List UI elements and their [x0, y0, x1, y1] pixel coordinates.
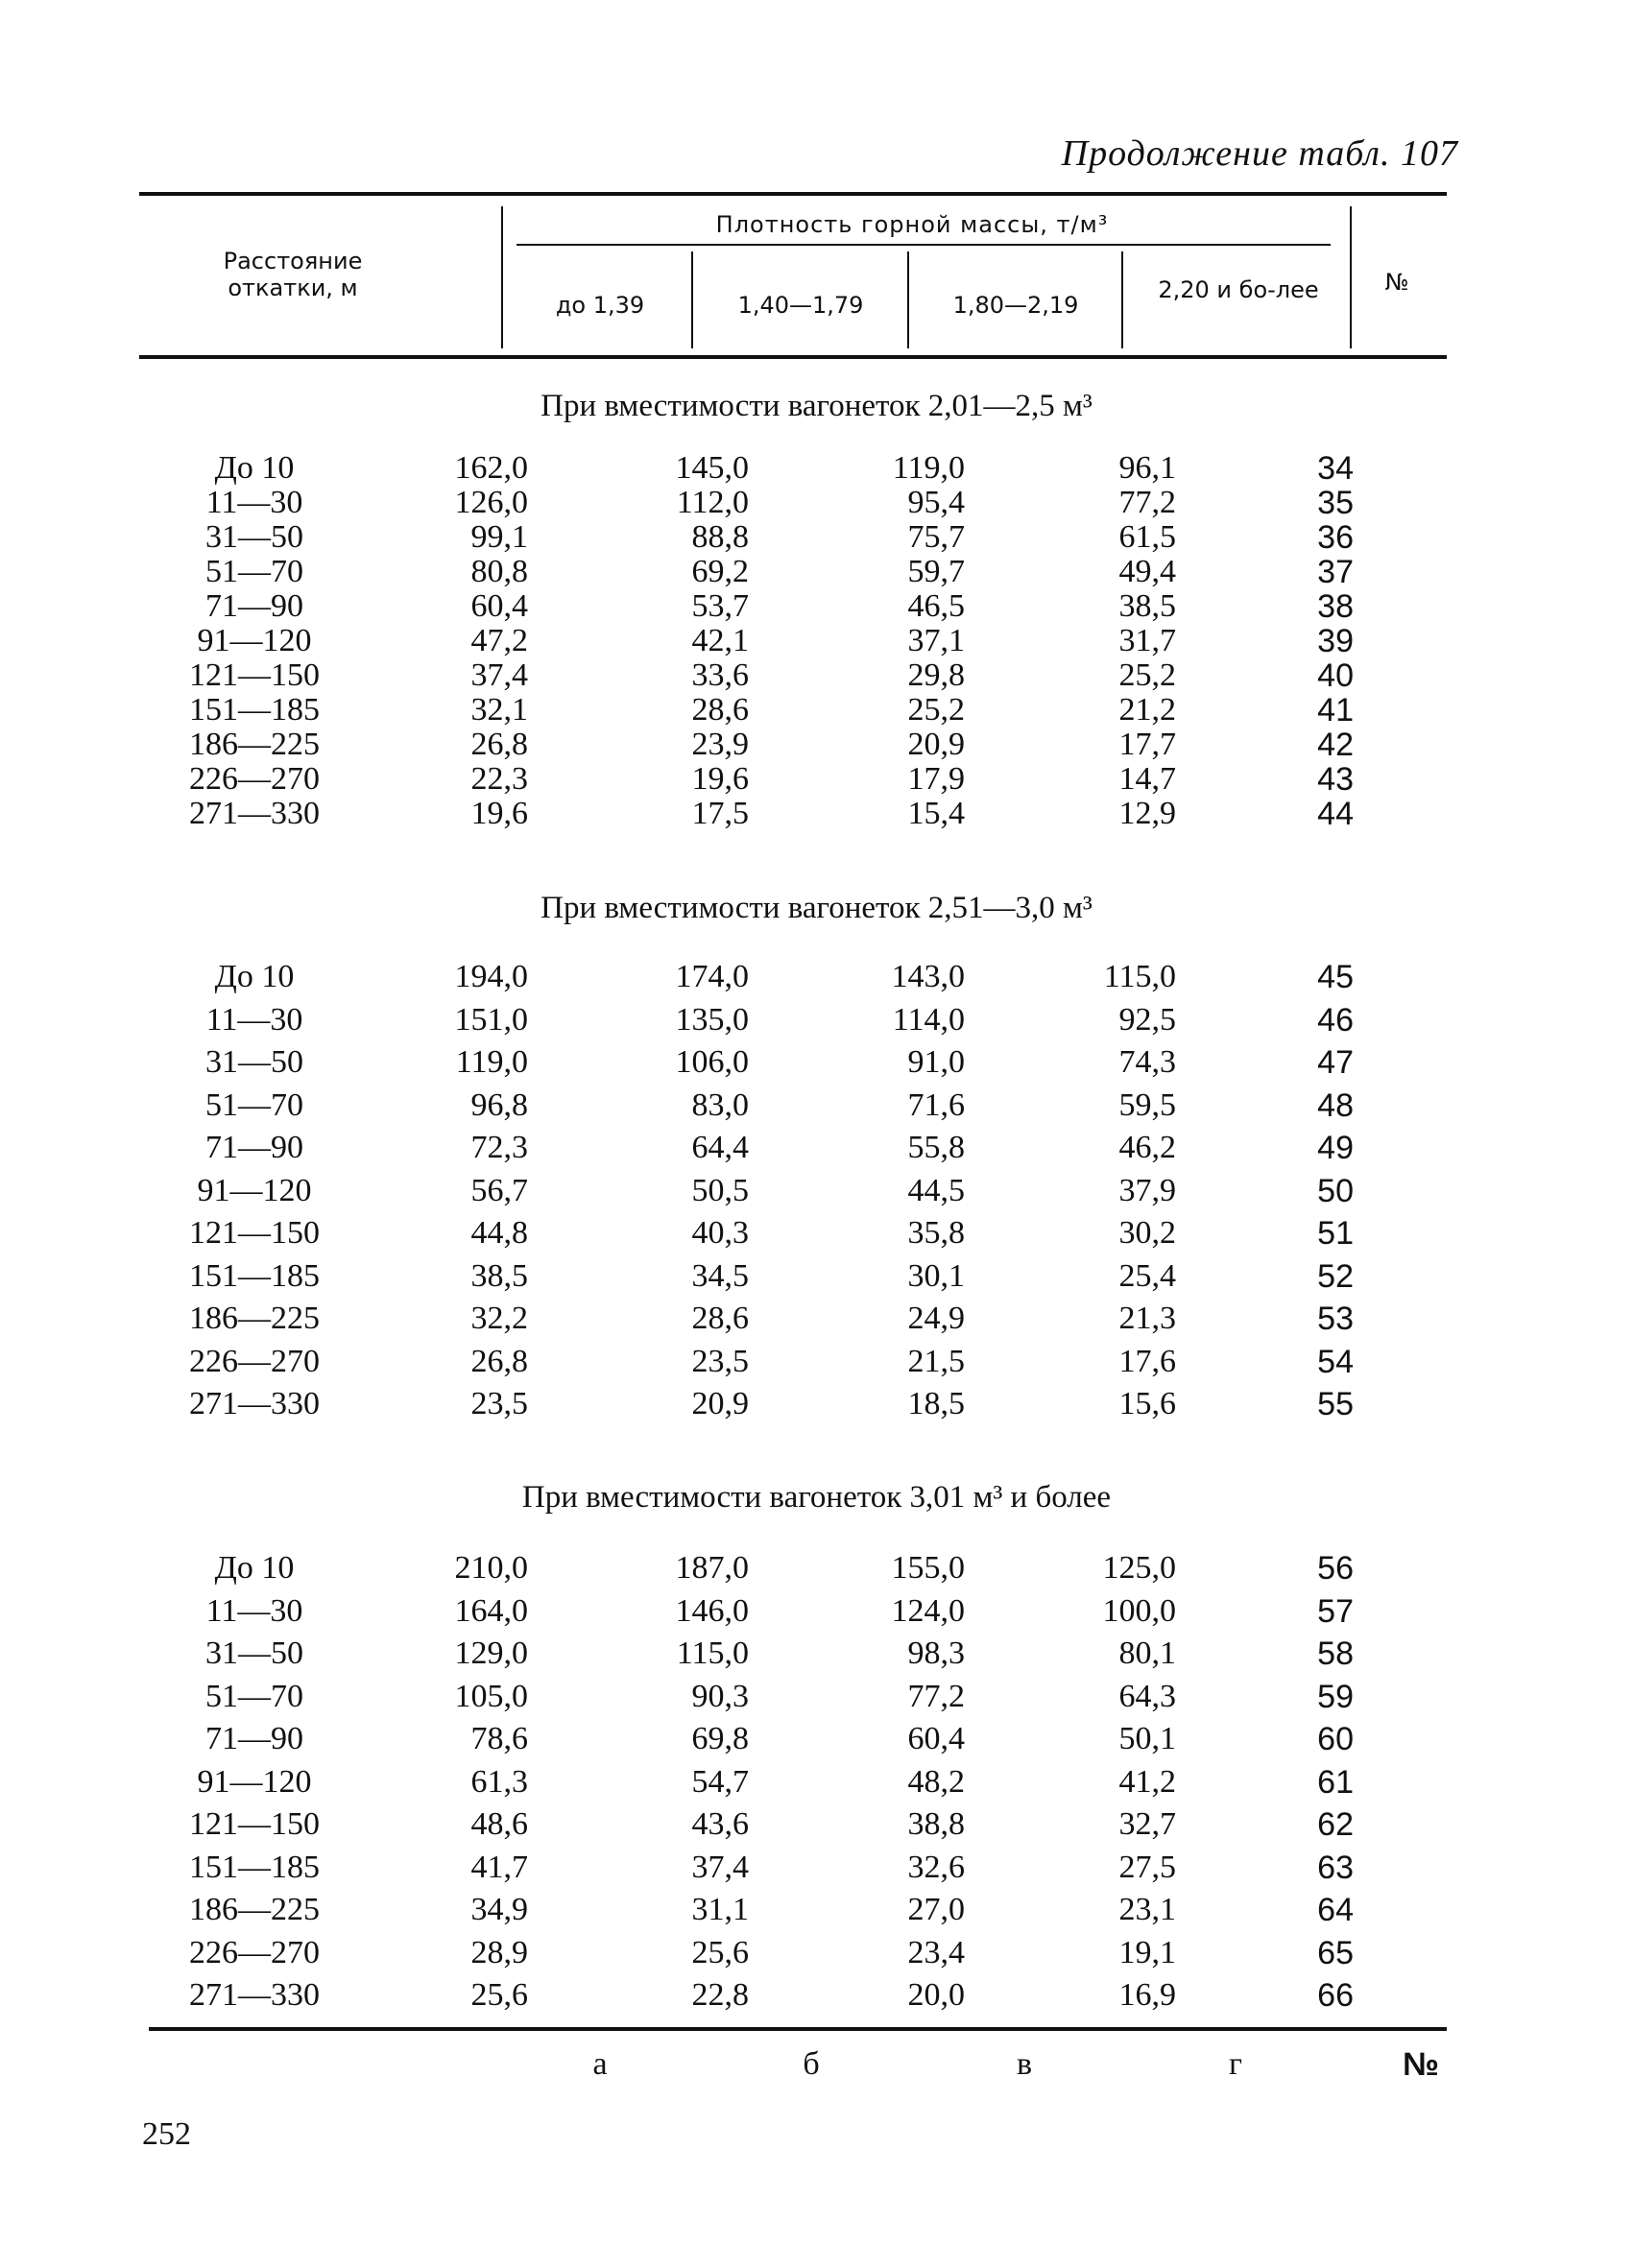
distance-cell: 91—120 — [197, 623, 312, 658]
value-cell-b: 69,8 — [691, 1721, 749, 1756]
row-number-cell: 43 — [1317, 761, 1354, 798]
table-row — [144, 1298, 1354, 1341]
value-cell-d: 21,3 — [1118, 1301, 1176, 1336]
value-cell-a: 28,9 — [470, 1934, 528, 1970]
value-cell-a: 47,2 — [470, 623, 528, 658]
value-cell-b: 23,5 — [691, 1343, 749, 1379]
distance-cell: 271—330 — [189, 1977, 320, 2013]
value-cell-c: 20,0 — [907, 1977, 965, 2013]
table-row — [144, 555, 1354, 589]
distance-cell: 51—70 — [205, 554, 303, 589]
row-number-cell: 45 — [1317, 959, 1354, 995]
row-number-cell: 54 — [1317, 1343, 1354, 1380]
row-number-cell: 42 — [1317, 727, 1354, 763]
value-cell-d: 64,3 — [1118, 1678, 1176, 1714]
value-cell-c: 15,4 — [907, 796, 965, 831]
value-cell-d: 59,5 — [1118, 1086, 1176, 1123]
table-row — [144, 1590, 1354, 1634]
distance-cell: 71—90 — [205, 1130, 303, 1165]
distance-cell: 31—50 — [205, 519, 303, 555]
value-cell-d: 12,9 — [1118, 796, 1176, 831]
table-row — [144, 1085, 1354, 1128]
distance-cell: 271—330 — [189, 1386, 320, 1421]
value-cell-b: 53,7 — [691, 588, 749, 624]
value-cell-d: 38,5 — [1118, 588, 1176, 624]
section-title: При вместимости вагонеток 3,01 м³ и более — [521, 1480, 1112, 1515]
value-cell-c: 30,1 — [907, 1257, 965, 1294]
value-cell-c: 71,6 — [907, 1086, 965, 1123]
table-row — [144, 624, 1354, 658]
distance-cell: 11—30 — [205, 1001, 303, 1038]
table-row — [144, 1932, 1354, 1975]
distance-cell: 226—270 — [189, 761, 320, 797]
value-cell-b: 90,3 — [691, 1678, 749, 1714]
value-cell-c: 46,5 — [907, 588, 965, 624]
footer-label: г — [1229, 2046, 1242, 2082]
value-cell-a: 22,3 — [470, 761, 528, 797]
value-cell-c: 95,4 — [907, 485, 965, 520]
value-cell-b: 20,9 — [691, 1386, 749, 1421]
value-cell-a: 78,6 — [470, 1721, 528, 1756]
row-number-cell: 61 — [1317, 1763, 1354, 1801]
value-cell-d: 17,7 — [1118, 727, 1176, 762]
value-cell-c: 37,1 — [907, 623, 965, 658]
row-number-cell: 38 — [1317, 588, 1354, 625]
value-cell-a: 37,4 — [470, 657, 528, 693]
distance-cell: 51—70 — [205, 1678, 303, 1714]
distance-cell: 31—50 — [205, 1635, 303, 1671]
distance-cell: 31—50 — [205, 1044, 303, 1080]
value-cell-d: 27,5 — [1118, 1849, 1176, 1885]
value-cell-a: 34,9 — [470, 1892, 528, 1927]
table-row — [144, 658, 1354, 693]
value-cell-b: 34,5 — [691, 1257, 749, 1294]
data-table-section-3 — [144, 1547, 1354, 2017]
table-row — [144, 1212, 1354, 1255]
section-title: При вместимости вагонеток 2,51—3,0 м³ — [540, 891, 1093, 925]
value-cell-d: 92,5 — [1118, 1001, 1176, 1038]
distance-cell: 121—150 — [189, 1806, 320, 1842]
table-row — [144, 1341, 1354, 1384]
header-separator — [1121, 251, 1123, 348]
distance-cell: 186—225 — [189, 1301, 320, 1336]
value-cell-a: 23,5 — [470, 1386, 528, 1421]
header-top-rule — [139, 192, 1447, 196]
value-cell-d: 21,2 — [1118, 692, 1176, 728]
value-cell-c: 20,9 — [907, 727, 965, 762]
value-cell-b: 28,6 — [691, 692, 749, 728]
value-cell-d: 23,1 — [1118, 1892, 1176, 1927]
value-cell-b: 37,4 — [691, 1849, 749, 1885]
value-cell-b: 43,6 — [691, 1806, 749, 1842]
row-number-cell: 57 — [1317, 1592, 1354, 1630]
value-cell-c: 75,7 — [907, 519, 965, 555]
distance-cell: До 10 — [214, 959, 295, 994]
value-cell-c: 17,9 — [907, 761, 965, 797]
value-cell-a: 194,0 — [454, 959, 528, 994]
density-header: Плотность горной массы, т/м³ — [715, 211, 1109, 238]
value-cell-c: 48,2 — [907, 1763, 965, 1800]
distance-cell: 151—185 — [189, 692, 320, 728]
row-number-cell: 37 — [1317, 554, 1354, 590]
value-cell-c: 27,0 — [907, 1892, 965, 1927]
table-row — [144, 1383, 1354, 1426]
value-cell-a: 38,5 — [470, 1257, 528, 1294]
value-cell-d: 31,7 — [1118, 623, 1176, 658]
row-number-cell: 36 — [1317, 519, 1354, 556]
value-cell-d: 49,4 — [1118, 554, 1176, 589]
row-number-cell: 40 — [1317, 657, 1354, 694]
value-cell-a: 151,0 — [454, 1001, 528, 1038]
table-row — [144, 1633, 1354, 1676]
row-number-cell: 46 — [1317, 1001, 1354, 1039]
density-column-header: 1,80—2,19 — [952, 292, 1079, 319]
value-cell-a: 80,8 — [470, 554, 528, 589]
density-underline — [516, 244, 1331, 246]
table-row — [144, 1547, 1354, 1590]
value-cell-d: 96,1 — [1118, 450, 1176, 486]
density-column-header: 2,20 и бо-лее — [1158, 276, 1319, 303]
footer-label: а — [592, 2046, 608, 2082]
row-number-cell: 34 — [1317, 450, 1354, 487]
table-row — [144, 693, 1354, 728]
value-cell-b: 23,9 — [691, 727, 749, 762]
row-number-cell: 53 — [1317, 1301, 1354, 1337]
distance-cell: 151—185 — [189, 1257, 320, 1294]
distance-header: Расстояние откатки, м — [223, 248, 363, 301]
value-cell-b: 174,0 — [675, 959, 749, 994]
table-row — [144, 762, 1354, 797]
header-separator — [907, 251, 909, 348]
distance-cell: 11—30 — [205, 485, 303, 520]
value-cell-a: 26,8 — [470, 727, 528, 762]
value-cell-c: 114,0 — [892, 1001, 965, 1038]
header-separator — [691, 251, 693, 348]
value-cell-c: 59,7 — [907, 554, 965, 589]
value-cell-b: 83,0 — [691, 1086, 749, 1123]
value-cell-a: 60,4 — [470, 588, 528, 624]
value-cell-d: 77,2 — [1118, 485, 1176, 520]
row-number-cell: 66 — [1317, 1977, 1354, 2014]
table-row — [144, 956, 1354, 999]
row-number-cell: 50 — [1317, 1172, 1354, 1209]
table-row — [144, 1718, 1354, 1761]
table-row — [144, 451, 1354, 486]
table-row — [144, 999, 1354, 1042]
table-row — [144, 1255, 1354, 1299]
section-title: При вместимости вагонеток 2,01—2,5 м³ — [540, 389, 1093, 423]
value-cell-a: 96,8 — [470, 1086, 528, 1123]
value-cell-b: 22,8 — [691, 1977, 749, 2013]
value-cell-a: 56,7 — [470, 1172, 528, 1208]
value-cell-c: 21,5 — [907, 1343, 965, 1379]
value-cell-d: 14,7 — [1118, 761, 1176, 797]
table-row — [144, 797, 1354, 831]
value-cell-d: 30,2 — [1118, 1215, 1176, 1251]
row-number-cell: 65 — [1317, 1934, 1354, 1971]
density-column-header: до 1,39 — [555, 292, 645, 319]
table-row — [144, 728, 1354, 762]
value-cell-c: 55,8 — [907, 1130, 965, 1165]
value-cell-d: 32,7 — [1118, 1806, 1176, 1842]
value-cell-c: 155,0 — [891, 1550, 965, 1586]
row-number-cell: 48 — [1317, 1086, 1354, 1124]
distance-cell: 11—30 — [205, 1592, 303, 1629]
distance-cell: 186—225 — [189, 727, 320, 762]
distance-cell: 186—225 — [189, 1892, 320, 1927]
value-cell-a: 119,0 — [455, 1044, 528, 1080]
value-cell-a: 61,3 — [470, 1763, 528, 1800]
table-row — [144, 1847, 1354, 1890]
table-row — [144, 1761, 1354, 1804]
value-cell-a: 44,8 — [470, 1215, 528, 1251]
row-number-cell: 60 — [1317, 1721, 1354, 1757]
value-cell-d: 61,5 — [1118, 519, 1176, 555]
value-cell-d: 41,2 — [1118, 1763, 1176, 1800]
value-cell-b: 64,4 — [691, 1130, 749, 1165]
value-cell-b: 28,6 — [691, 1301, 749, 1336]
row-number-cell: 51 — [1317, 1215, 1354, 1252]
distance-cell: 121—150 — [189, 1215, 320, 1251]
value-cell-a: 126,0 — [454, 485, 528, 520]
value-cell-d: 50,1 — [1118, 1721, 1176, 1756]
table-row — [144, 1041, 1354, 1085]
value-cell-d: 15,6 — [1118, 1386, 1176, 1421]
table-caption: Продолжение табл. 107 — [1061, 133, 1458, 174]
value-cell-c: 91,0 — [907, 1044, 965, 1080]
value-cell-a: 25,6 — [470, 1977, 528, 2013]
density-column-header: 1,40—1,79 — [737, 292, 864, 319]
table-row — [144, 486, 1354, 520]
distance-cell: 226—270 — [189, 1343, 320, 1379]
value-cell-d: 80,1 — [1118, 1635, 1176, 1671]
row-number-cell: 62 — [1317, 1806, 1354, 1843]
value-cell-c: 23,4 — [907, 1934, 965, 1970]
value-cell-d: 37,9 — [1118, 1172, 1176, 1208]
value-cell-c: 18,5 — [907, 1386, 965, 1421]
value-cell-b: 69,2 — [691, 554, 749, 589]
value-cell-a: 32,2 — [470, 1301, 528, 1336]
page-number: 252 — [142, 2116, 191, 2152]
table-row — [144, 1127, 1354, 1170]
table-row — [144, 1889, 1354, 1932]
footer-label: в — [1016, 2046, 1033, 2082]
value-cell-d: 25,2 — [1118, 657, 1176, 693]
value-cell-d: 17,6 — [1118, 1343, 1176, 1379]
distance-cell: 226—270 — [189, 1934, 320, 1970]
table-row — [144, 520, 1354, 555]
table-bottom-rule — [149, 2027, 1447, 2031]
value-cell-d: 74,3 — [1118, 1044, 1176, 1080]
row-number-cell: 47 — [1317, 1044, 1354, 1081]
value-cell-c: 24,9 — [907, 1301, 965, 1336]
value-cell-c: 143,0 — [891, 959, 965, 994]
distance-cell: 91—120 — [197, 1172, 312, 1208]
value-cell-b: 50,5 — [691, 1172, 749, 1208]
value-cell-d: 125,0 — [1102, 1550, 1176, 1586]
row-number-cell: 39 — [1317, 623, 1354, 659]
value-cell-a: 48,6 — [470, 1806, 528, 1842]
value-cell-b: 145,0 — [675, 450, 749, 486]
row-number-cell: 63 — [1317, 1849, 1354, 1886]
table-row — [144, 1170, 1354, 1213]
value-cell-a: 72,3 — [470, 1130, 528, 1165]
row-number-cell: 64 — [1317, 1892, 1354, 1928]
row-number-cell: 52 — [1317, 1257, 1354, 1295]
value-cell-b: 40,3 — [691, 1215, 749, 1251]
value-cell-b: 17,5 — [691, 796, 749, 831]
distance-cell: 271—330 — [189, 796, 320, 831]
distance-cell: До 10 — [214, 450, 295, 486]
value-cell-a: 32,1 — [470, 692, 528, 728]
row-number-cell: 59 — [1317, 1678, 1354, 1715]
value-cell-b: 88,8 — [691, 519, 749, 555]
value-cell-b: 31,1 — [691, 1892, 749, 1927]
table-row — [144, 1676, 1354, 1719]
value-cell-b: 187,0 — [675, 1550, 749, 1586]
value-cell-c: 77,2 — [907, 1678, 965, 1714]
value-cell-c: 124,0 — [891, 1592, 965, 1629]
distance-cell: До 10 — [214, 1550, 295, 1586]
value-cell-b: 33,6 — [691, 657, 749, 693]
value-cell-c: 35,8 — [907, 1215, 965, 1251]
value-cell-a: 105,0 — [454, 1678, 528, 1714]
value-cell-c: 44,5 — [907, 1172, 965, 1208]
value-cell-b: 135,0 — [675, 1001, 749, 1038]
value-cell-d: 19,1 — [1118, 1934, 1176, 1970]
distance-cell: 71—90 — [205, 588, 303, 624]
value-cell-b: 19,6 — [691, 761, 749, 797]
row-number-cell: 58 — [1317, 1635, 1354, 1672]
row-number-cell: 49 — [1317, 1130, 1354, 1166]
value-cell-a: 99,1 — [470, 519, 528, 555]
value-cell-a: 129,0 — [454, 1635, 528, 1671]
value-cell-d: 25,4 — [1118, 1257, 1176, 1294]
number-header: № — [1384, 269, 1409, 296]
value-cell-d: 115,0 — [1103, 959, 1176, 994]
value-cell-c: 29,8 — [907, 657, 965, 693]
value-cell-c: 32,6 — [907, 1849, 965, 1885]
value-cell-b: 25,6 — [691, 1934, 749, 1970]
value-cell-a: 210,0 — [454, 1550, 528, 1586]
value-cell-c: 98,3 — [907, 1635, 965, 1671]
value-cell-a: 26,8 — [470, 1343, 528, 1379]
value-cell-d: 16,9 — [1118, 1977, 1176, 2013]
value-cell-c: 119,0 — [892, 450, 965, 486]
table-row — [144, 1974, 1354, 2017]
header-bottom-rule — [139, 355, 1447, 359]
footer-label: № — [1403, 2046, 1439, 2083]
value-cell-b: 106,0 — [675, 1044, 749, 1080]
header-separator — [1350, 206, 1352, 348]
data-table-section-2 — [144, 956, 1354, 1426]
distance-cell: 91—120 — [197, 1763, 312, 1800]
footer-label: б — [803, 2046, 820, 2082]
distance-cell: 151—185 — [189, 1849, 320, 1885]
distance-cell: 71—90 — [205, 1721, 303, 1756]
table-row — [144, 589, 1354, 624]
value-cell-c: 25,2 — [907, 692, 965, 728]
value-cell-b: 112,0 — [676, 485, 749, 520]
value-cell-b: 115,0 — [676, 1635, 749, 1671]
row-number-cell: 55 — [1317, 1386, 1354, 1422]
value-cell-a: 19,6 — [470, 796, 528, 831]
value-cell-d: 46,2 — [1118, 1130, 1176, 1165]
data-table-section-1 — [144, 451, 1354, 831]
table-row — [144, 1803, 1354, 1847]
row-number-cell: 41 — [1317, 692, 1354, 728]
row-number-cell: 44 — [1317, 796, 1354, 832]
value-cell-c: 60,4 — [907, 1721, 965, 1756]
distance-cell: 51—70 — [205, 1086, 303, 1123]
row-number-cell: 56 — [1317, 1550, 1354, 1587]
value-cell-a: 164,0 — [454, 1592, 528, 1629]
value-cell-b: 146,0 — [675, 1592, 749, 1629]
value-cell-d: 100,0 — [1102, 1592, 1176, 1629]
header-separator — [501, 206, 503, 348]
value-cell-a: 162,0 — [454, 450, 528, 486]
distance-cell: 121—150 — [189, 657, 320, 693]
value-cell-b: 42,1 — [691, 623, 749, 658]
row-number-cell: 35 — [1317, 485, 1354, 521]
value-cell-a: 41,7 — [470, 1849, 528, 1885]
value-cell-c: 38,8 — [907, 1806, 965, 1842]
value-cell-b: 54,7 — [691, 1763, 749, 1800]
